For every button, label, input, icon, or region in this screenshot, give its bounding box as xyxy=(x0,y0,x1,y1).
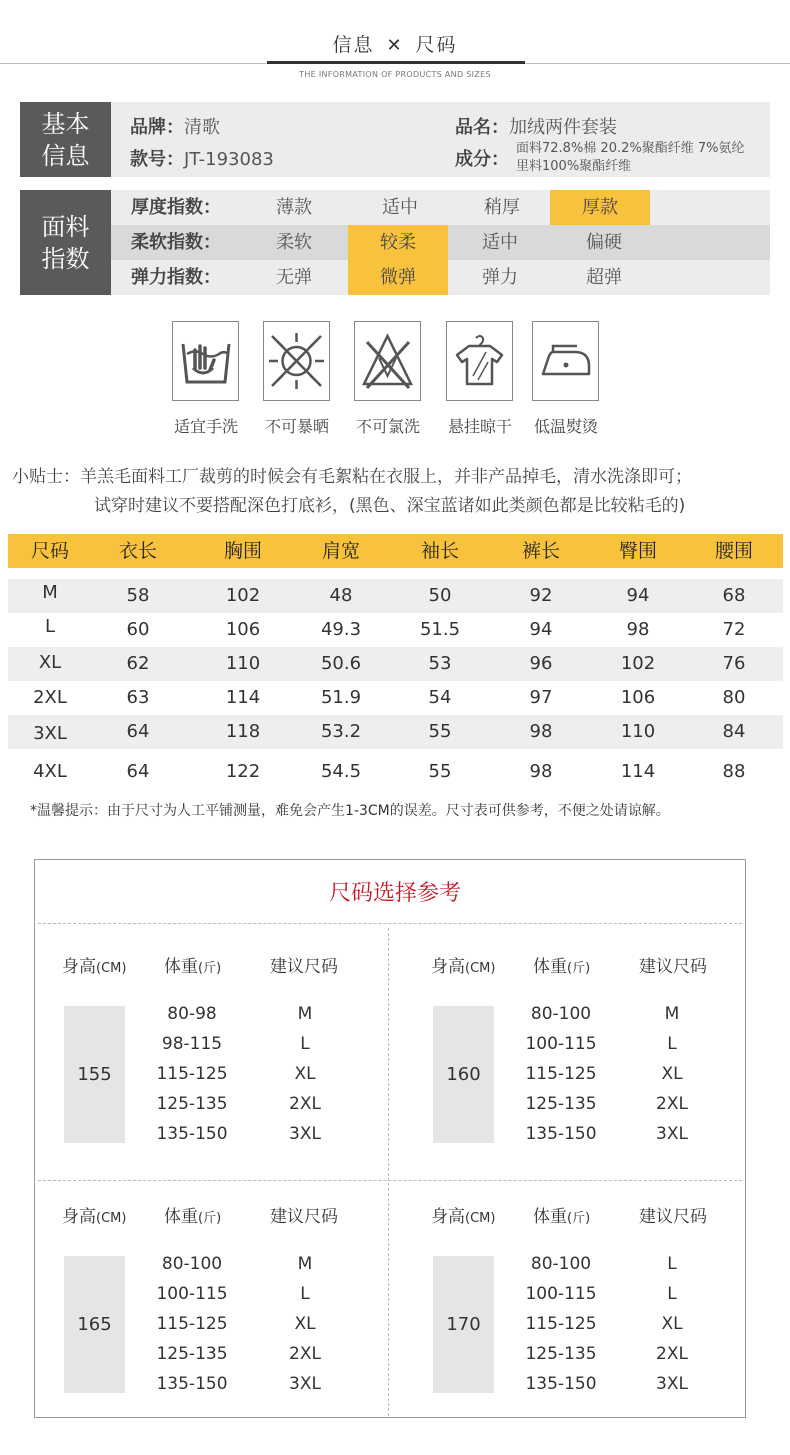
column-header: 臀围 xyxy=(618,540,657,562)
composition-line-1: 面料72.8%棉 20.2%聚酯纤维 7%氨纶 xyxy=(516,141,745,156)
table-cell: 62 xyxy=(126,653,150,674)
size-header: 建议尺码 xyxy=(639,957,707,977)
weight-range: 80-98 xyxy=(167,1004,217,1024)
suggested-size: 2XL xyxy=(656,1094,688,1114)
suggested-size: 3XL xyxy=(656,1124,688,1144)
table-cell: 98 xyxy=(626,619,650,640)
weight-range: 135-150 xyxy=(156,1124,228,1144)
height-value: 160 xyxy=(433,1006,494,1143)
table-cell: L xyxy=(44,616,56,637)
table-cell: 106 xyxy=(620,687,656,708)
weight-range: 80-100 xyxy=(530,1254,592,1274)
tip-line-2: 试穿时建议不要搭配深色打底衫，(黑色、深宝蓝诸如此类颜色都是比较粘毛的) xyxy=(94,496,686,516)
table-cell: 118 xyxy=(225,721,261,742)
suggested-size: XL xyxy=(294,1314,316,1334)
table-cell: 50.6 xyxy=(320,653,362,674)
weight-range: 80-100 xyxy=(530,1004,592,1024)
suggested-size: M xyxy=(297,1254,313,1274)
suggested-size: L xyxy=(667,1254,677,1274)
suggested-size: L xyxy=(667,1284,677,1304)
table-cell: 94 xyxy=(626,585,650,606)
header-accent-line xyxy=(267,61,525,64)
composition-line-2: 里料100%聚酯纤维 xyxy=(516,159,632,174)
suggested-size: 3XL xyxy=(289,1374,321,1394)
thickness-option: 稍厚 xyxy=(484,197,520,218)
table-cell: 97 xyxy=(529,687,553,708)
size-selection-title: 尺码选择参考 xyxy=(328,881,461,906)
size-header: 建议尺码 xyxy=(270,1207,338,1227)
suggested-size: 3XL xyxy=(289,1124,321,1144)
thickness-row xyxy=(111,190,770,225)
divider xyxy=(38,923,742,924)
suggested-size: 2XL xyxy=(656,1344,688,1364)
table-cell: 102 xyxy=(225,585,261,606)
elasticity-option: 无弹 xyxy=(276,267,312,288)
weight-range: 80-100 xyxy=(161,1254,223,1274)
table-row xyxy=(8,715,783,749)
softness-option: 偏硬 xyxy=(586,232,622,253)
column-header: 袖长 xyxy=(420,540,459,562)
elasticity-option: 弹力 xyxy=(482,267,518,288)
fabric-index-label: 面料指数 xyxy=(20,190,111,295)
column-header: 尺码 xyxy=(30,540,69,562)
weight-range: 125-135 xyxy=(525,1094,597,1114)
thickness-option: 适中 xyxy=(382,197,418,218)
suggested-size: M xyxy=(664,1004,680,1024)
measurement-note: *温馨提示：由于尺寸为人工平铺测量，难免会产生1-3CM的误差。尺寸表可供参考，不便之处请谅解。 xyxy=(30,803,670,819)
product-name-field: 品名：加绒两件套装 xyxy=(455,117,617,138)
care-label: 适宜手洗 xyxy=(173,417,238,436)
height-value: 170 xyxy=(433,1256,494,1393)
suggested-size: XL xyxy=(294,1064,316,1084)
composition-key: 成分： xyxy=(455,149,509,170)
weight-range: 98-115 xyxy=(161,1034,223,1054)
table-row xyxy=(8,755,783,789)
title-info: 信息 xyxy=(332,34,375,56)
softness-option: 柔软 xyxy=(276,232,312,253)
size-header: 建议尺码 xyxy=(270,957,338,977)
table-cell: 76 xyxy=(722,653,746,674)
elasticity-label: 弹力指数： xyxy=(131,267,221,288)
low-iron-icon xyxy=(532,321,599,401)
suggested-size: M xyxy=(297,1004,313,1024)
table-cell: 50 xyxy=(428,585,452,606)
table-cell: 63 xyxy=(126,687,150,708)
height-value: 155 xyxy=(64,1006,125,1143)
softness-option: 适中 xyxy=(482,232,518,253)
table-cell: XL xyxy=(38,652,62,673)
table-cell: 51.5 xyxy=(419,619,461,640)
suggested-size: 2XL xyxy=(289,1094,321,1114)
size-selection-panel xyxy=(34,859,746,1418)
table-cell: 88 xyxy=(722,761,746,782)
table-cell: 55 xyxy=(428,721,452,742)
no-sun-dry-icon xyxy=(263,321,330,401)
elasticity-row xyxy=(111,260,770,295)
header-subtitle: THE INFORMATION OF PRODUCTS AND SIZES xyxy=(299,70,491,79)
table-cell: 98 xyxy=(529,761,553,782)
table-cell: 53.2 xyxy=(320,721,362,742)
table-cell: 64 xyxy=(126,721,150,742)
column-header: 裤长 xyxy=(521,540,560,562)
size-table-header xyxy=(8,534,783,568)
care-label: 低温熨烫 xyxy=(533,417,598,436)
column-header: 肩宽 xyxy=(321,540,360,562)
thickness-option-selected: 厚款 xyxy=(550,190,650,225)
height-header: 身高(CM) xyxy=(62,957,127,977)
suggested-size: 2XL xyxy=(289,1344,321,1364)
weight-header: 体重(斤) xyxy=(164,1207,222,1227)
weight-range: 135-150 xyxy=(525,1374,597,1394)
table-cell: 84 xyxy=(722,721,746,742)
size-header: 建议尺码 xyxy=(639,1207,707,1227)
weight-header: 体重(斤) xyxy=(533,1207,591,1227)
column-header: 胸围 xyxy=(223,540,262,562)
table-cell: 54 xyxy=(428,687,452,708)
table-cell: 64 xyxy=(126,761,150,782)
table-row xyxy=(8,613,783,647)
care-label: 不可暴晒 xyxy=(264,417,329,436)
height-value: 165 xyxy=(64,1256,125,1393)
table-cell: 110 xyxy=(620,721,656,742)
table-row xyxy=(8,647,783,681)
weight-range: 100-115 xyxy=(525,1284,597,1304)
brand-field: 品牌：清歌 xyxy=(130,117,220,138)
weight-range: 125-135 xyxy=(525,1344,597,1364)
softness-label: 柔软指数： xyxy=(131,232,221,253)
weight-header: 体重(斤) xyxy=(533,957,591,977)
table-cell: 106 xyxy=(225,619,261,640)
weight-range: 115-125 xyxy=(156,1064,228,1084)
hand-wash-icon xyxy=(172,321,239,401)
weight-range: 135-150 xyxy=(525,1124,597,1144)
table-cell: 58 xyxy=(126,585,150,606)
table-cell: 51.9 xyxy=(320,687,362,708)
column-header: 衣长 xyxy=(118,540,157,562)
weight-header: 体重(斤) xyxy=(164,957,222,977)
suggested-size: L xyxy=(300,1284,310,1304)
suggested-size: XL xyxy=(661,1064,683,1084)
table-cell: 122 xyxy=(225,761,261,782)
table-cell: 68 xyxy=(722,585,746,606)
care-label: 不可氯洗 xyxy=(355,417,420,436)
table-cell: 48 xyxy=(329,585,353,606)
table-cell: 3XL xyxy=(33,723,67,744)
care-label: 悬挂晾干 xyxy=(447,417,512,436)
weight-range: 125-135 xyxy=(156,1094,228,1114)
no-bleach-icon xyxy=(354,321,421,401)
table-cell: 2XL xyxy=(33,687,67,708)
hang-dry-icon xyxy=(446,321,513,401)
cross-icon: ✕ xyxy=(386,35,404,56)
table-row xyxy=(8,579,783,613)
height-header: 身高(CM) xyxy=(431,957,496,977)
title-size: 尺码 xyxy=(415,34,458,56)
table-cell: 114 xyxy=(620,761,656,782)
table-cell: 55 xyxy=(428,761,452,782)
height-header: 身高(CM) xyxy=(62,1207,127,1227)
table-cell: 4XL xyxy=(33,761,67,782)
table-cell: 80 xyxy=(722,687,746,708)
suggested-size: XL xyxy=(661,1314,683,1334)
column-header: 腰围 xyxy=(714,540,753,562)
table-cell: 60 xyxy=(126,619,150,640)
weight-range: 125-135 xyxy=(156,1344,228,1364)
table-cell: 49.3 xyxy=(320,619,362,640)
weight-range: 115-125 xyxy=(525,1314,597,1334)
table-cell: 53 xyxy=(428,653,452,674)
basic-info-label: 基本信息 xyxy=(20,102,111,177)
table-cell: M xyxy=(42,582,58,603)
suggested-size: 3XL xyxy=(656,1374,688,1394)
thickness-option: 薄款 xyxy=(276,197,312,218)
style-number-field: 款号：JT-193083 xyxy=(130,149,274,170)
divider xyxy=(388,928,389,1416)
table-row xyxy=(8,681,783,715)
table-cell: 110 xyxy=(225,653,261,674)
elasticity-option-selected: 微弹 xyxy=(348,260,448,295)
elasticity-option: 超弹 xyxy=(586,267,622,288)
weight-range: 115-125 xyxy=(156,1314,228,1334)
table-cell: 92 xyxy=(529,585,553,606)
table-cell: 72 xyxy=(722,619,746,640)
table-cell: 114 xyxy=(225,687,261,708)
divider xyxy=(38,1180,742,1181)
table-cell: 94 xyxy=(529,619,553,640)
weight-range: 100-115 xyxy=(525,1034,597,1054)
suggested-size: L xyxy=(300,1034,310,1054)
weight-range: 100-115 xyxy=(156,1284,228,1304)
height-header: 身高(CM) xyxy=(431,1207,496,1227)
softness-row xyxy=(111,225,770,260)
thickness-label: 厚度指数： xyxy=(131,197,221,218)
section-title xyxy=(0,30,790,57)
weight-range: 115-125 xyxy=(525,1064,597,1084)
suggested-size: L xyxy=(667,1034,677,1054)
table-cell: 54.5 xyxy=(320,761,362,782)
softness-option-selected: 较柔 xyxy=(348,225,448,260)
table-cell: 102 xyxy=(620,653,656,674)
weight-range: 135-150 xyxy=(156,1374,228,1394)
table-cell: 98 xyxy=(529,721,553,742)
table-cell: 96 xyxy=(529,653,553,674)
tip-line-1: 小贴士：羊羔毛面料工厂裁剪的时候会有毛絮粘在衣服上，并非产品掉毛，清水洗涤即可； xyxy=(12,467,692,487)
